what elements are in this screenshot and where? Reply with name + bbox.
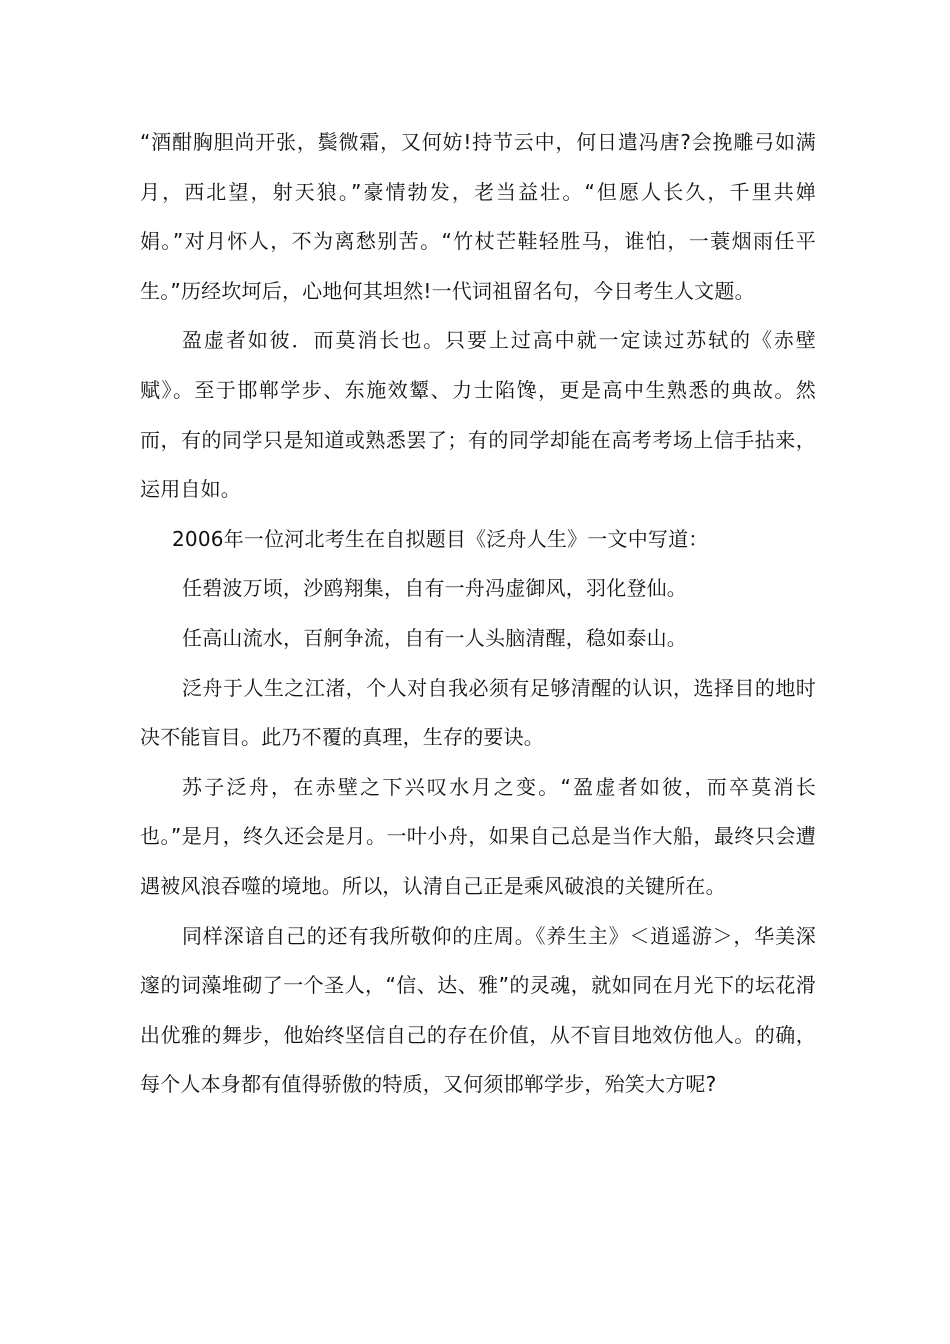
paragraph-quote-line-1: 任碧波万顷，沙鸥翔集，自有一舟冯虚御风，羽化登仙。 [182, 576, 687, 601]
paragraph-zhuang-zhou: 同样深谙自己的还有我所敬仰的庄周。《养生主》＜逍遥游＞，华美深邃的词藻堆砌了一个圣人，“信、达、雅”的灵魂，就如同在月光下的坛花滑出优雅的舞步，他始终坚信自己的存在价值，从不盲目地效仿他人。的确，每个人本身都有值得骄傲的特质，又何须邯郸学步，殆笑大方呢? [140, 923, 816, 1097]
paragraph-hebei-student: 2006年一位河北考生在自拟题目《泛舟人生》一文中写道： [172, 526, 709, 551]
paragraph-quote-line-2: 任高山流水，百舸争流，自有一人头脑清醒，稳如泰山。 [182, 625, 687, 650]
paragraph-self-awareness: 泛舟于人生之江渚，个人对自我必须有足够清醒的认识，选择目的地时决不能盲目。此乃不覆的真理，生存的要诀。 [140, 675, 816, 750]
paragraph-chibi-fu-intro: 盈虚者如彼．而莫消长也。只要上过高中就一定读过苏轼的《赤壁赋》。至于邯郸学步、东施效颦、力士陷馋，更是高中生熟悉的典故。然而，有的同学只是知道或熟悉罢了；有的同学却能在高考考场上信手拈来，运用自如。 [140, 328, 816, 502]
paragraph-su-zi-boating: 苏子泛舟，在赤壁之下兴叹水月之变。“盈虚者如彼，而卒莫消长也。”是月，终久还会是月。一叶小舟，如果自己总是当作大船，最终只会遭遇被风浪吞噬的境地。所以，认清自己正是乘风破浪的关键所在。 [140, 774, 816, 898]
paragraph-su-shi-quotes: “酒酣胸胆尚开张，鬓微霜，又何妨!持节云中，何日遣冯唐?会挽雕弓如满月，西北望，射天狼。”豪情勃发，老当益壮。“但愿人长久，千里共婵娟。”对月怀人，不为离愁别苦。“竹杖芒鞋轻胜马，谁怕，一蓑烟雨任平生。”历经坎坷后，心地何其坦然!一代词祖留名句，今日考生人文题。 [140, 130, 816, 303]
document-body [140, 118, 816, 1110]
